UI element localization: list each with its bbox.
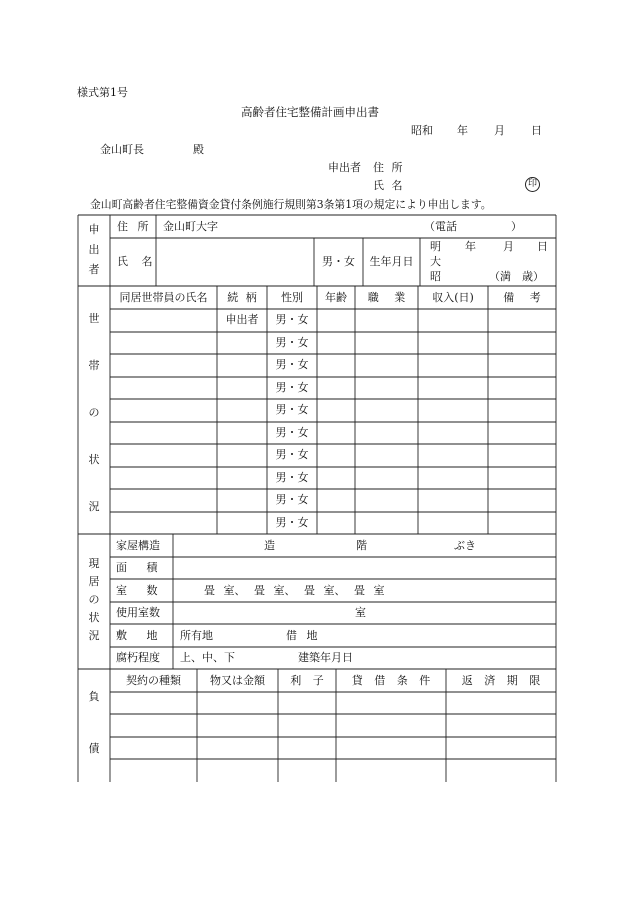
section-char: 出 <box>88 243 100 256</box>
decay-label: 腐朽程度 <box>116 651 160 664</box>
household-header-relation: 続 柄 <box>227 291 257 304</box>
land-leased[interactable]: 借 地 <box>286 629 318 642</box>
age-close: 歳） <box>522 270 544 283</box>
date-era: 昭和 <box>411 124 433 137</box>
applicant-section-label <box>78 223 110 277</box>
section-char: の <box>88 593 100 606</box>
section-char: 者 <box>88 263 100 276</box>
section-char: 居 <box>88 575 100 588</box>
form-number: 様式第1号 <box>77 86 128 99</box>
household-row-sex[interactable]: 男・女 <box>275 358 309 371</box>
date-day: 日 <box>531 124 542 137</box>
statement: 金山町高齢者住宅整備資金貸付条例施行規則第3条第1項の規定により申出します。 <box>90 198 492 211</box>
section-char: 況 <box>88 500 100 513</box>
age-open: （満 <box>489 270 511 283</box>
phone-close: ） <box>511 220 522 233</box>
household-header-age: 年齢 <box>325 291 347 304</box>
form-title: 高齢者住宅整備計画申出書 <box>241 105 379 119</box>
era-taisho: 大 <box>430 255 441 268</box>
built-label: 建築年月日 <box>298 651 353 664</box>
section-char: の <box>88 406 100 419</box>
debt-header-conditions: 貸 借 条 件 <box>351 674 431 687</box>
household-row-sex[interactable]: 男・女 <box>275 403 309 416</box>
structure-buki: ぶき <box>454 539 476 552</box>
date-year: 年 <box>457 124 468 137</box>
applicant-address-label: 住 所 <box>373 161 403 174</box>
used-rooms-unit: 室 <box>355 606 366 619</box>
addressee: 金山町長 <box>100 143 144 156</box>
residence-section-label <box>78 557 110 643</box>
decay-value[interactable]: 上、中、下 <box>180 651 235 664</box>
debt-header-interest: 利 子 <box>290 674 324 687</box>
household-row-sex[interactable]: 男・女 <box>275 471 309 484</box>
land-owned[interactable]: 所有地 <box>180 629 213 642</box>
structure-kai: 階 <box>356 539 367 552</box>
debt-header-contract: 契約の種類 <box>126 674 181 687</box>
era-showa: 昭 <box>430 270 441 283</box>
section-char: 状 <box>88 611 100 624</box>
household-section-label <box>78 312 110 514</box>
applicant-name-label: 氏 名 <box>373 179 403 192</box>
section-char: 世 <box>88 312 100 325</box>
debt-header-amount: 物又は金額 <box>210 674 265 687</box>
sex-choice[interactable]: 男・女 <box>322 255 355 268</box>
address-value[interactable]: 金山町大字 <box>163 220 218 233</box>
household-row-sex[interactable]: 男・女 <box>275 381 309 394</box>
birth-year: 年 <box>465 240 476 253</box>
name-field[interactable] <box>158 242 312 282</box>
household-header-name: 同居世帯員の氏名 <box>119 291 208 304</box>
section-char: 況 <box>88 629 100 642</box>
section-char: 状 <box>88 453 100 466</box>
birth-day: 日 <box>537 240 548 253</box>
honorific: 殿 <box>193 143 204 156</box>
applicant-label: 申出者 <box>328 161 361 174</box>
household-row-sex[interactable]: 男・女 <box>275 493 309 506</box>
household-row-sex[interactable]: 男・女 <box>275 336 309 349</box>
name-label: 氏 名 <box>117 255 153 268</box>
land-label: 敷 地 <box>116 629 158 642</box>
era-meiji: 明 <box>430 240 441 253</box>
structure-zo: 造 <box>264 539 275 552</box>
section-char: 現 <box>88 557 100 570</box>
household-header-sex: 性別 <box>281 291 303 304</box>
birth-month: 月 <box>503 240 514 253</box>
household-row-sex[interactable]: 男・女 <box>275 448 309 461</box>
household-header-occupation: 職 業 <box>367 291 406 304</box>
household-header-income: 収入(日) <box>432 291 474 304</box>
address-label: 住 所 <box>117 220 149 233</box>
household-header-remarks: 備 考 <box>503 291 541 304</box>
section-char: 帯 <box>88 359 100 372</box>
area-label: 面 積 <box>116 561 158 574</box>
debt-section-label <box>78 690 110 756</box>
section-char: 負 <box>88 690 100 703</box>
rooms-value: 畳 室、 畳 室、 畳 室、 畳 室 <box>204 584 385 597</box>
household-row-sex[interactable]: 男・女 <box>275 313 309 326</box>
section-char: 申 <box>88 223 100 236</box>
household-row-sex[interactable]: 男・女 <box>275 516 309 529</box>
birth-label: 生年月日 <box>369 255 414 268</box>
household-row-sex[interactable]: 男・女 <box>275 426 309 439</box>
used-rooms-label: 使用室数 <box>116 606 160 619</box>
structure-label: 家屋構造 <box>116 539 160 552</box>
seal-mark: 印 <box>525 177 540 192</box>
phone-label: （電話 <box>424 220 457 233</box>
household-relation-applicant: 申出者 <box>225 313 259 326</box>
section-char: 債 <box>88 742 100 755</box>
debt-header-deadline: 返 済 期 限 <box>461 674 541 687</box>
date-month: 月 <box>494 124 505 137</box>
rooms-label: 室 数 <box>116 584 158 597</box>
